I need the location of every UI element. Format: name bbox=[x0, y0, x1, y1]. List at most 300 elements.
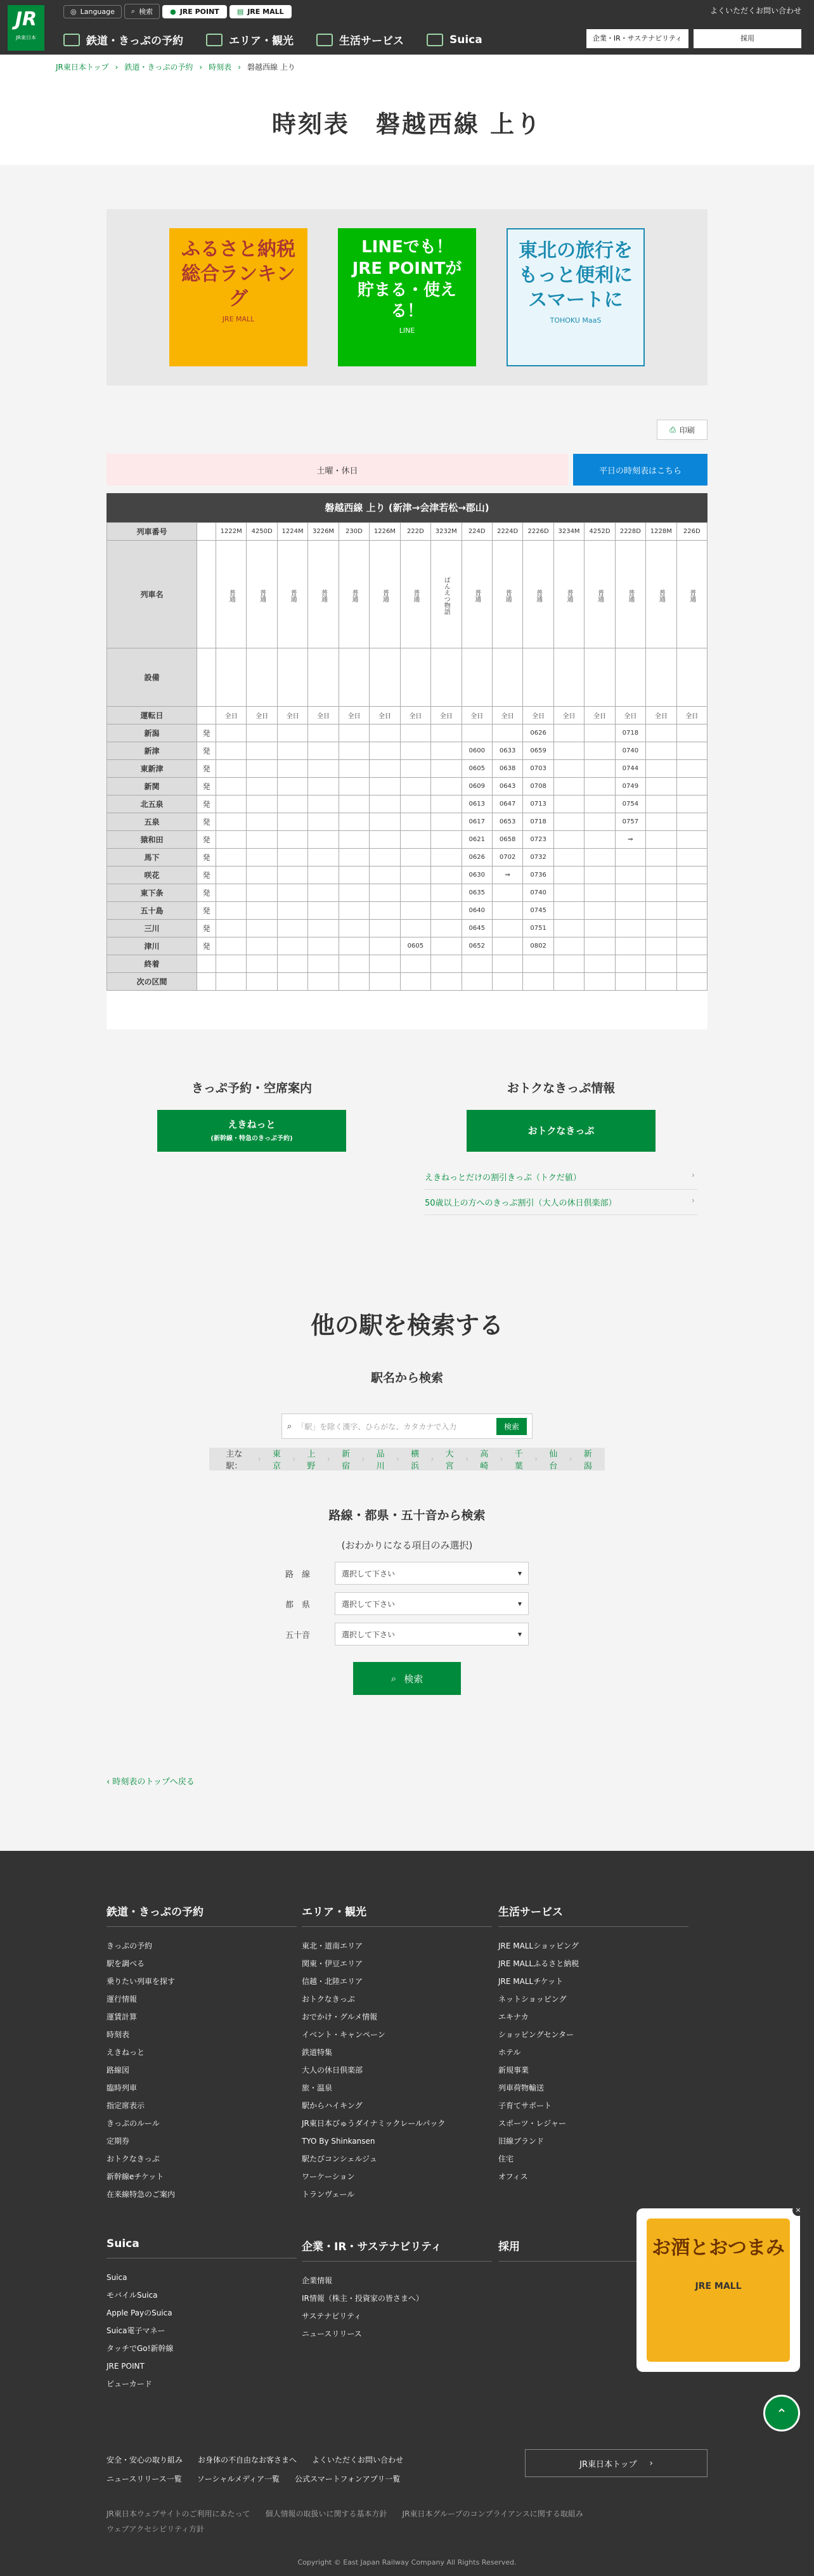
time-cell bbox=[646, 902, 676, 920]
footer-link[interactable]: えきねっと bbox=[107, 2048, 145, 2057]
scroll-top-icon[interactable]: ⌃ bbox=[763, 2395, 800, 2431]
time-cell bbox=[400, 795, 430, 813]
close-icon[interactable]: × bbox=[792, 2205, 804, 2216]
footer-link[interactable]: JRE POINT bbox=[107, 2362, 145, 2371]
time-cell: 0645 bbox=[462, 920, 492, 937]
next-section-cell bbox=[462, 973, 492, 991]
time-cell bbox=[400, 884, 430, 902]
time-cell: 0643 bbox=[492, 778, 522, 795]
major-station-link[interactable]: 東京 bbox=[273, 1450, 281, 1471]
station-search-box bbox=[281, 1414, 533, 1439]
facility-cell bbox=[247, 648, 277, 707]
footer-link[interactable]: 旧線ブランド bbox=[498, 2137, 545, 2146]
time-cell bbox=[400, 866, 430, 884]
time-cell bbox=[646, 920, 676, 937]
footer-link[interactable]: サステナビリティ bbox=[302, 2312, 362, 2321]
nav-rail[interactable]: 鉄道・きっぷの予約 bbox=[63, 32, 183, 48]
time-cell bbox=[676, 778, 707, 795]
time-cell bbox=[247, 902, 277, 920]
time-cell bbox=[646, 937, 676, 955]
chevron-right-icon: › bbox=[238, 62, 241, 72]
footer-link-row-1[interactable]: 安全・安心の取り組み お身体の不自由なお客さまへ よくいただくお問い合わせ bbox=[107, 2456, 404, 2464]
time-cell bbox=[431, 724, 462, 742]
dir-cell: 発 bbox=[197, 884, 216, 902]
next-section-cell bbox=[339, 973, 369, 991]
time-cell bbox=[216, 902, 247, 920]
footer-link[interactable]: JRE MALLチケット bbox=[498, 1977, 564, 1986]
footer-link[interactable]: ショッピングセンター bbox=[498, 2030, 574, 2039]
footer-link[interactable]: 指定席表示 bbox=[107, 2101, 145, 2110]
train-number-cell: 1222M bbox=[216, 523, 247, 541]
kippu-column bbox=[115, 1079, 388, 1152]
time-cell bbox=[308, 778, 339, 795]
corp-button[interactable]: 企業・IR・サステナビリティ bbox=[586, 29, 688, 48]
search-icon: ⌕ bbox=[391, 1673, 397, 1684]
footer-link[interactable]: 東北・道南エリア bbox=[302, 1942, 363, 1950]
time-cell bbox=[370, 937, 400, 955]
footer-col-corp: 企業・IR・サステナビリティ 企業情報 IR情報（株主・投資家の皆さまへ） サステナビリティ ニュースリリース bbox=[302, 2238, 492, 2343]
time-cell bbox=[216, 884, 247, 902]
time-cell bbox=[216, 778, 247, 795]
time-cell bbox=[585, 778, 615, 795]
time-cell bbox=[339, 831, 369, 849]
time-cell bbox=[400, 813, 430, 831]
time-cell bbox=[370, 884, 400, 902]
time-cell bbox=[553, 937, 584, 955]
footer-col-life: 生活サービス JRE MALLショッピング JRE MALLふるさと納税 JRE MALLチケット ネットショッピング エキナカ ショッピングセンター ホテル 新規事業 列車荷物輸送 子育てサポート スポーツ・レジャー 旧線ブランド 住宅 オフィス bbox=[498, 1903, 688, 2186]
time-cell bbox=[339, 884, 369, 902]
days-cell: 全日 bbox=[492, 707, 522, 724]
line-select[interactable]: 選択して下さい ▾ bbox=[335, 1562, 529, 1585]
terminal-cell bbox=[339, 955, 369, 973]
time-cell bbox=[247, 849, 277, 866]
next-section-cell bbox=[676, 973, 707, 991]
footer-link[interactable]: イベント・キャンペーン bbox=[302, 2030, 385, 2039]
footer-link[interactable]: 大人の休日倶楽部 bbox=[302, 2066, 363, 2075]
time-cell bbox=[553, 884, 584, 902]
time-cell: 0736 bbox=[523, 866, 553, 884]
footer-link[interactable]: Suica電子マネー bbox=[107, 2326, 165, 2335]
terminal-cell bbox=[523, 955, 553, 973]
time-cell: 0749 bbox=[615, 778, 645, 795]
station-row bbox=[107, 902, 707, 920]
major-station-link[interactable]: 高崎 bbox=[480, 1450, 489, 1471]
footer-link[interactable]: 乗りたい列車を探す bbox=[107, 1977, 176, 1986]
tab-holiday[interactable]: 土曜・休日 bbox=[107, 454, 568, 486]
next-section-cell bbox=[553, 973, 584, 991]
time-cell bbox=[492, 937, 522, 955]
time-cell bbox=[646, 724, 676, 742]
major-station-link[interactable]: 仙台 bbox=[549, 1450, 558, 1471]
footer-link[interactable]: 新幹線eチケット bbox=[107, 2172, 164, 2181]
tab-weekday[interactable]: 平日の時刻表はこちら bbox=[573, 454, 707, 486]
major-station-link[interactable]: 上野 bbox=[307, 1450, 316, 1471]
major-station-link[interactable]: 横浜 bbox=[411, 1450, 420, 1471]
time-cell bbox=[676, 760, 707, 778]
time-cell bbox=[676, 742, 707, 760]
chevron-right-icon: › bbox=[534, 1454, 538, 1464]
terminal-cell bbox=[370, 955, 400, 973]
train-number-cell: 3226M bbox=[308, 523, 339, 541]
time-cell: 0723 bbox=[523, 831, 553, 849]
footer-link[interactable]: 運行情報 bbox=[107, 1995, 138, 2004]
time-cell bbox=[553, 920, 584, 937]
facility-cell bbox=[462, 648, 492, 707]
kana-select[interactable]: 選択して下さい ▾ bbox=[335, 1623, 529, 1645]
breadcrumb-rail[interactable]: 鉄道・きっぷの予約 bbox=[124, 63, 193, 72]
time-cell bbox=[400, 742, 430, 760]
time-cell bbox=[370, 795, 400, 813]
days-cell: 全日 bbox=[308, 707, 339, 724]
time-cell bbox=[308, 866, 339, 884]
print-button[interactable]: ⎙ 印刷 bbox=[657, 420, 707, 440]
site-header bbox=[0, 0, 814, 55]
jr-east-logo[interactable]: JR JR東日本 bbox=[8, 5, 44, 51]
time-cell bbox=[492, 884, 522, 902]
station-search-input[interactable]: 「駅」を除く漢字、ひらがな、カタカナで入力 bbox=[297, 1422, 457, 1431]
time-cell bbox=[646, 795, 676, 813]
time-cell bbox=[553, 742, 584, 760]
next-section-cell bbox=[615, 973, 645, 991]
time-cell bbox=[370, 920, 400, 937]
time-cell bbox=[216, 866, 247, 884]
time-cell: 0802 bbox=[523, 937, 553, 955]
nav-suica[interactable]: Suica bbox=[427, 32, 482, 48]
footer-link[interactable]: 住宅 bbox=[498, 2154, 514, 2163]
terminal-cell bbox=[676, 955, 707, 973]
station-row bbox=[107, 831, 707, 849]
time-cell bbox=[676, 849, 707, 866]
footer-link[interactable]: オフィス bbox=[498, 2172, 528, 2181]
time-cell: 0613 bbox=[462, 795, 492, 813]
footer-link[interactable]: JRE MALLショッピング bbox=[498, 1942, 579, 1950]
time-cell bbox=[308, 795, 339, 813]
time-cell bbox=[553, 813, 584, 831]
ad-banner-area bbox=[107, 209, 707, 385]
time-cell bbox=[615, 920, 645, 937]
chevron-right-icon: › bbox=[430, 1454, 434, 1464]
time-cell bbox=[308, 813, 339, 831]
footer-link[interactable]: 駅を調べる bbox=[107, 1959, 145, 1968]
search-toggle-button[interactable]: ⌕ 検索 bbox=[124, 4, 160, 19]
back-to-timetable-top[interactable]: ‹ 時刻表のトップへ戻る bbox=[107, 1777, 195, 1787]
footer-link[interactable]: エキナカ bbox=[498, 2012, 529, 2021]
footer-link[interactable]: ニュースリリース bbox=[302, 2329, 362, 2338]
station-search-button[interactable]: 検索 bbox=[496, 1418, 527, 1435]
major-station-link[interactable]: 品川 bbox=[376, 1450, 385, 1471]
route-search-button[interactable]: ⌕ 検索 bbox=[353, 1662, 461, 1695]
station-row bbox=[107, 920, 707, 937]
time-cell bbox=[431, 849, 462, 866]
footer-policy-row-1[interactable]: JR東日本ウェブサイトのご利用にあたって 個人情報の取扱いに関する基本方針 JR東日本グループのコンプライアンスに関する取組み bbox=[107, 2509, 583, 2518]
breadcrumb-home[interactable]: JR東日本トップ bbox=[56, 63, 109, 72]
terminal-cell bbox=[585, 955, 615, 973]
day-tabs bbox=[107, 454, 707, 486]
footer-link[interactable]: 定期券 bbox=[107, 2137, 130, 2146]
time-cell: 0658 bbox=[492, 831, 522, 849]
time-cell bbox=[216, 849, 247, 866]
dir-cell bbox=[197, 648, 216, 707]
time-cell: 0600 bbox=[462, 742, 492, 760]
footer-link[interactable]: 列車荷物輸送 bbox=[498, 2083, 545, 2092]
row-label: 次の区間 bbox=[107, 973, 197, 991]
dir-cell: 発 bbox=[197, 724, 216, 742]
footer-link[interactable]: スポーツ・レジャー bbox=[498, 2119, 566, 2128]
row-label: 列車名 bbox=[107, 541, 197, 648]
footer-link[interactable]: 関東・伊豆エリア bbox=[302, 1959, 363, 1968]
time-cell bbox=[370, 724, 400, 742]
time-cell bbox=[646, 831, 676, 849]
dir-cell: 発 bbox=[197, 742, 216, 760]
footer-link[interactable]: Suica bbox=[107, 2273, 127, 2282]
footer-links bbox=[107, 2450, 403, 2489]
footer-link[interactable]: ワーケーション bbox=[302, 2172, 355, 2181]
time-cell bbox=[585, 866, 615, 884]
footer-link[interactable]: TYO By Shinkansen bbox=[302, 2137, 375, 2146]
suica-icon bbox=[427, 34, 443, 46]
time-cell bbox=[370, 778, 400, 795]
printer-icon: ⎙ bbox=[669, 425, 676, 434]
time-cell bbox=[400, 902, 430, 920]
train-name-cell bbox=[553, 541, 584, 648]
page-title: 時刻表 磐越西線 上り bbox=[271, 110, 543, 138]
chevron-right-icon: › bbox=[199, 62, 203, 72]
jre-mall-button[interactable]: ▤ JRE MALL bbox=[229, 5, 292, 18]
train-name-cell bbox=[370, 541, 400, 648]
major-station-link[interactable]: 大宮 bbox=[445, 1450, 454, 1471]
time-cell bbox=[339, 778, 369, 795]
time-cell bbox=[277, 760, 307, 778]
cart-icon: ▤ bbox=[236, 7, 244, 16]
footer-link[interactable]: 在来線特急のご案内 bbox=[107, 2190, 176, 2199]
time-cell bbox=[431, 884, 462, 902]
footer-link[interactable]: モバイルSuica bbox=[107, 2291, 158, 2300]
time-cell bbox=[646, 813, 676, 831]
time-cell bbox=[339, 902, 369, 920]
shop-icon bbox=[316, 34, 333, 46]
jre-mall-popup[interactable] bbox=[636, 2208, 800, 2372]
footer-link[interactable]: 新規事業 bbox=[498, 2066, 529, 2075]
station-name: 新津 bbox=[107, 742, 197, 760]
train-name-cell bbox=[216, 541, 247, 648]
footer-link[interactable]: 鉄道特集 bbox=[302, 2048, 333, 2057]
jr-east-top-button[interactable]: JR東日本トップ › bbox=[525, 2449, 707, 2477]
facility-cell bbox=[431, 648, 462, 707]
time-cell bbox=[216, 813, 247, 831]
train-name: 普通 bbox=[504, 589, 512, 602]
time-cell bbox=[615, 884, 645, 902]
chevron-right-icon: › bbox=[361, 1454, 365, 1464]
footer-link[interactable]: 時刻表 bbox=[107, 2030, 130, 2039]
time-cell: 0740 bbox=[523, 884, 553, 902]
time-cell bbox=[615, 849, 645, 866]
train-name-cell bbox=[523, 541, 553, 648]
dir-cell bbox=[197, 973, 216, 991]
time-cell bbox=[431, 866, 462, 884]
major-stations: 主な駅： › 東京 › 上野 › 新宿 › 品川 › 横浜 › 大宮 › 高崎 › 千葉 › 仙台 › 新潟 bbox=[209, 1448, 605, 1471]
ad-furusato[interactable]: ふるさと納税総合ランキング JRE MALL bbox=[169, 228, 307, 366]
faq-link[interactable]: よくいただくお問い合わせ bbox=[709, 6, 801, 15]
time-cell bbox=[308, 831, 339, 849]
footer-link-row-2[interactable]: ニュースリリース一覧 ソーシャルメディア一覧 公式スマートフォンアプリ一覧 bbox=[107, 2475, 401, 2483]
time-cell bbox=[277, 724, 307, 742]
time-cell bbox=[400, 760, 430, 778]
footer-policy-row-2[interactable]: ウェブアクセシビリティ方針 bbox=[107, 2525, 204, 2534]
next-section-cell bbox=[216, 973, 247, 991]
train-name-cell bbox=[247, 541, 277, 648]
jre-point-button[interactable]: ● JRE POINT bbox=[162, 5, 227, 18]
station-row bbox=[107, 795, 707, 813]
footer-link[interactable]: 路線図 bbox=[107, 2066, 130, 2075]
terminal-cell bbox=[277, 955, 307, 973]
pref-select[interactable]: 選択して下さい ▾ bbox=[335, 1592, 529, 1615]
footer-link[interactable]: タッチでGo!新幹線 bbox=[107, 2344, 174, 2353]
footer-link[interactable]: JRE MALLふるさと納税 bbox=[498, 1959, 579, 1968]
time-cell bbox=[553, 831, 584, 849]
map-icon bbox=[206, 34, 223, 46]
dir-cell bbox=[197, 523, 216, 541]
footer-link[interactable]: おでかけ・グルメ情報 bbox=[302, 2012, 378, 2021]
time-cell bbox=[676, 920, 707, 937]
terminal-cell bbox=[216, 955, 247, 973]
time-cell bbox=[247, 760, 277, 778]
footer-link[interactable]: 駅からハイキング bbox=[302, 2101, 363, 2110]
footer-link[interactable]: きっぷの予約 bbox=[107, 1942, 153, 1950]
nav-life[interactable]: 生活サービス bbox=[316, 32, 404, 48]
footer-link[interactable]: おトクなきっぷ bbox=[107, 2154, 160, 2163]
footer-link[interactable]: Apple PayのSuica bbox=[107, 2309, 172, 2317]
time-cell bbox=[247, 937, 277, 955]
time-cell bbox=[339, 795, 369, 813]
time-cell bbox=[431, 920, 462, 937]
terminal-cell bbox=[247, 955, 277, 973]
time-cell: 0659 bbox=[523, 742, 553, 760]
time-cell bbox=[676, 831, 707, 849]
footer-link[interactable]: おトクなきっぷ bbox=[302, 1995, 355, 2004]
time-cell bbox=[492, 920, 522, 937]
train-name-cell bbox=[308, 541, 339, 648]
time-cell bbox=[277, 920, 307, 937]
ekinet-button[interactable]: えきねっと (新幹線・特急のきっぷ予約) bbox=[157, 1110, 346, 1152]
footer-link[interactable]: トランヴェール bbox=[302, 2190, 355, 2199]
time-cell bbox=[585, 884, 615, 902]
time-cell bbox=[216, 937, 247, 955]
footer-link[interactable]: きっぷのルール bbox=[107, 2119, 160, 2128]
train-name: 普通 bbox=[258, 589, 266, 602]
breadcrumb-timetable[interactable]: 時刻表 bbox=[209, 63, 232, 72]
time-cell bbox=[339, 760, 369, 778]
global-nav bbox=[63, 32, 482, 48]
nav-area[interactable]: エリア・観光 bbox=[206, 32, 294, 48]
footer-link[interactable]: 企業情報 bbox=[302, 2276, 333, 2285]
train-name-cell bbox=[277, 541, 307, 648]
recruit-button[interactable]: 採用 bbox=[694, 29, 801, 48]
train-number-cell: 2228D bbox=[615, 523, 645, 541]
popup-banner: お酒とおつまみ JRE MALL bbox=[647, 2219, 790, 2362]
station-row bbox=[107, 742, 707, 760]
timetable-grid bbox=[107, 522, 707, 991]
chevron-right-icon: › bbox=[115, 62, 119, 72]
time-cell: 0754 bbox=[615, 795, 645, 813]
station-row bbox=[107, 778, 707, 795]
footer-link[interactable]: IR情報（株主・投資家の皆さまへ） bbox=[302, 2294, 423, 2303]
footer-link[interactable]: ビューカード bbox=[107, 2380, 152, 2388]
otoku-button[interactable]: おトクなきっぷ bbox=[467, 1110, 656, 1152]
route-search-sub: (おわかりになる項目のみ選択) bbox=[341, 1540, 473, 1551]
days-cell: 全日 bbox=[277, 707, 307, 724]
train-name: 普通 bbox=[565, 589, 573, 602]
search-icon: ⌕ bbox=[131, 7, 136, 15]
footer-link[interactable]: 運賃計算 bbox=[107, 2012, 138, 2021]
time-cell bbox=[308, 920, 339, 937]
footer-link[interactable]: ホテル bbox=[498, 2048, 521, 2057]
next-section-cell bbox=[523, 973, 553, 991]
time-cell: 0744 bbox=[615, 760, 645, 778]
time-cell bbox=[400, 849, 430, 866]
timetable-row bbox=[107, 707, 707, 724]
footer-link[interactable]: ネットショッピング bbox=[498, 1995, 567, 2004]
footer-link[interactable]: 子育てサポート bbox=[498, 2101, 552, 2110]
train-number-cell: 1224M bbox=[277, 523, 307, 541]
dir-cell: 発 bbox=[197, 866, 216, 884]
footer-link[interactable]: 臨時列車 bbox=[107, 2083, 138, 2092]
dir-cell: 発 bbox=[197, 778, 216, 795]
time-cell bbox=[615, 866, 645, 884]
time-cell bbox=[585, 742, 615, 760]
station-name: 五泉 bbox=[107, 813, 197, 831]
time-cell: 0605 bbox=[462, 760, 492, 778]
time-cell: 0745 bbox=[523, 902, 553, 920]
chevron-down-icon: ▾ bbox=[517, 1569, 522, 1578]
footer-link[interactable]: JR東日本びゅうダイナミックレールパック bbox=[302, 2119, 446, 2128]
time-cell bbox=[277, 778, 307, 795]
major-station-link[interactable]: 新潟 bbox=[583, 1450, 592, 1471]
time-cell bbox=[247, 831, 277, 849]
ad-tohoku-maas[interactable]: 東北の旅行をもっと便利にスマートに TOHOKU MaaS bbox=[507, 228, 645, 366]
time-cell: 0621 bbox=[462, 831, 492, 849]
footer-link[interactable]: 旅・温泉 bbox=[302, 2083, 333, 2092]
time-cell bbox=[247, 778, 277, 795]
otoku-link-tokudane[interactable]: えきねっとだけの割引きっぷ（トクだ値） › bbox=[425, 1164, 697, 1190]
search-by-name-title: 駅名から検索 bbox=[370, 1371, 443, 1385]
ad-line[interactable]: LINEでも！JRE POINTが貯まる・使える！ LINE bbox=[338, 228, 476, 366]
station-name: 新潟 bbox=[107, 724, 197, 742]
breadcrumb bbox=[0, 55, 814, 79]
footer-link[interactable]: 駅たびコンシェルジュ bbox=[302, 2154, 377, 2163]
time-cell: 0732 bbox=[523, 849, 553, 866]
row-label: 終着 bbox=[107, 955, 197, 973]
days-cell: 全日 bbox=[216, 707, 247, 724]
time-cell: 0647 bbox=[492, 795, 522, 813]
footer-link[interactable]: 信越・北陸エリア bbox=[302, 1977, 363, 1986]
facility-cell bbox=[523, 648, 553, 707]
train-number-cell: 1226M bbox=[370, 523, 400, 541]
search-icon: ⌕ bbox=[287, 1421, 292, 1431]
otoku-link-otona[interactable]: 50歳以上の方へのきっぷ割引（大人の休日倶楽部） › bbox=[425, 1190, 697, 1215]
route-search-title: 路線・都県・五十音から検索 bbox=[328, 1509, 486, 1523]
kippu-title: きっぷ予約・空席案内 bbox=[191, 1081, 312, 1095]
time-cell: 0626 bbox=[523, 724, 553, 742]
time-cell bbox=[277, 902, 307, 920]
major-station-link[interactable]: 千葉 bbox=[514, 1450, 523, 1471]
time-cell bbox=[339, 937, 369, 955]
major-station-link[interactable]: 新宿 bbox=[342, 1450, 351, 1471]
chevron-right-icon: › bbox=[465, 1454, 469, 1464]
time-cell bbox=[247, 884, 277, 902]
facility-cell bbox=[277, 648, 307, 707]
language-button[interactable]: ◎ Language bbox=[63, 5, 122, 18]
station-row bbox=[107, 724, 707, 742]
